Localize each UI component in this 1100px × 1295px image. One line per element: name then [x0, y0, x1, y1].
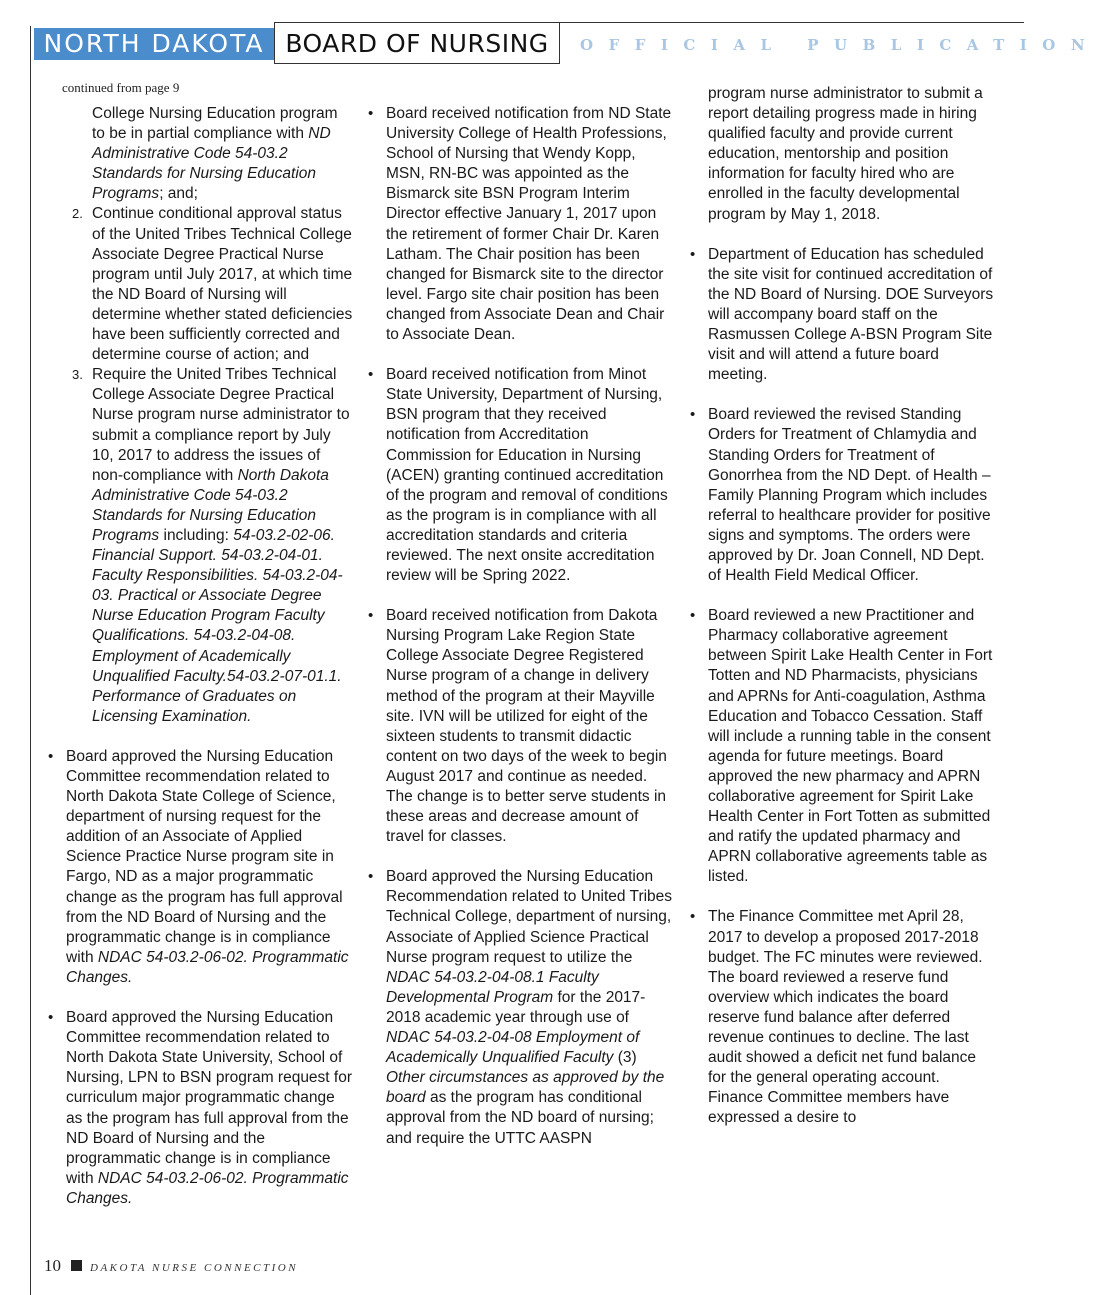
italic-text-run: 54-03.2-02-06. Financial Support. 54-03.2-04-01. Faculty Responsibilities. 54-03.2-04-03. Practical or Associate Degree Nurse Education Program Faculty Qualifications. 54-03.2-04-08. Employment of Academically Unqualified Faculty.54-03.2-07-01.1. Performance of Graduates on Licensing Examination.: [92, 526, 343, 725]
bullet-item: [368, 365, 676, 586]
masthead: [30, 22, 1100, 64]
col1-intro: [48, 104, 354, 204]
text-run: (3): [613, 1049, 637, 1067]
bullet-icon: •: [368, 366, 374, 384]
text-run: including:: [159, 526, 234, 544]
text-run: College Nursing Education program to be in partial compliance with: [92, 105, 338, 143]
italic-text-run: NDAC 54-03.2-06-02. Programmatic Changes.: [66, 1169, 349, 1207]
bullet-icon: •: [368, 868, 374, 886]
bullet-item: [368, 606, 676, 847]
text-run: Board received notification from Dakota Nursing Program Lake Region State College Associate Degree Registered Nurse program of a change in delivery method of the program at their Mayville site. IVN will be utilized for eight of the sixteen students to transmit didactic content on two days of the week to begin August 2017 and continue as needed. The change is to better serve students in these areas and decrease amount of travel for classes.: [386, 607, 667, 846]
column-3: [690, 84, 996, 1129]
left-margin-rule: [30, 26, 31, 1295]
bullet-icon: •: [690, 607, 696, 625]
column-1: [48, 104, 354, 1209]
bullet-icon: •: [690, 908, 696, 926]
bullet-item: [368, 867, 676, 1148]
bullet-text: [386, 868, 672, 1146]
list-item-text: [92, 366, 350, 725]
list-item-3: [48, 365, 354, 727]
list-item-2: [48, 204, 354, 365]
bullet-text: [386, 607, 667, 845]
text-run: Require the United Tribes Technical College Associate Degree Practical Nurse program nurse administrator to submit a compliance report by July 10, 2017 to address the issues of non-compliance with: [92, 366, 350, 484]
list-item-text: [92, 205, 352, 363]
masthead-state: NORTH DAKOTA: [34, 28, 274, 60]
italic-text-run: NDAC 54-03.2-04-08 Employment of Academically Unqualified Faculty: [386, 1029, 640, 1067]
bullet-icon: •: [48, 1009, 54, 1027]
column-2: [368, 104, 676, 1149]
masthead-rule: [560, 22, 1024, 23]
bullet-icon: •: [368, 105, 374, 122]
text-run: The Finance Committee met April 28, 2017 to develop a proposed 2017-2018 budget. The FC minutes were reviewed. The board reviewed a reserve fund overview which indicates the board reserve fund balance after deferred revenue continues to decline. The last audit showed a deficit net fund balance for the general operating account. Finance Committee members have expressed a desire to: [708, 908, 983, 1127]
bullet-icon: •: [690, 245, 696, 263]
bullet-text: [708, 406, 991, 584]
bullet-text: [708, 908, 983, 1126]
list-number: 3.: [72, 367, 83, 383]
text-run: for the 2017-2018 academic year through use of: [386, 988, 646, 1026]
bullet-icon: •: [368, 607, 374, 625]
bullet-text: [66, 1009, 352, 1207]
page-footer: [44, 1256, 298, 1276]
bullet-item: [690, 907, 996, 1128]
text-run: Board reviewed the revised Standing Orders for Treatment of Chlamydia and Standing Orders for Treatment of Gonorrhea from the ND Dept. of Health – Family Planning Program which includes referral to healthcare provider for positive signs and symptoms. The orders were approved by Dr. Joan Connell, ND Dept. of Health Field Medical Officer.: [708, 406, 991, 585]
italic-text-run: NDAC 54-03.2-04-08.1 Faculty Developmental Program: [386, 968, 599, 1006]
bullet-icon: •: [48, 747, 54, 765]
bullet-item: [690, 245, 996, 386]
bullet-item: [48, 747, 354, 988]
bullet-icon: •: [690, 406, 696, 424]
bullet-item: [690, 606, 996, 887]
text-run: Board reviewed a new Practitioner and Pharmacy collaborative agreement between Spirit Lake Health Center in Fort Totten and ND Pharmacists, physicians and APRNs for Anti-coagulation, Asthma Education and Tobacco Cessation. Staff will include a running table in the consent agenda for future meetings. Board approved the new pharmacy and APRN collaborative agreement for Spirit Lake Health Center in Fort Totten as submitted and ratify the updated pharmacy and APRN collaborative agreements table as listed.: [708, 607, 993, 886]
magazine-title: DAKOTA NURSE CONNECTION: [90, 1262, 299, 1274]
text-run: Board received notification from ND State University College of Health Professions, School of Nursing that Wendy Kopp, MSN, RN-BC was appointed as the Bismarck site BSN Program Interim Director effective January 1, 2017 upon the retirement of former Chair Dr. Karen Latham. The Chair position has been changed for Bismarck site to the director level. Fargo site chair position has been changed from Associate Dean and Chair to Associate Dean.: [386, 105, 672, 344]
bullet-item: [690, 405, 996, 586]
square-bullet-icon: [71, 1260, 82, 1271]
italic-text-run: North Dakota Administrative Code 54-03.2 Standards for Nursing Education Programs: [92, 466, 329, 544]
bullet-text: [708, 607, 992, 885]
masthead-official-publication: OFFICIAL PUBLICATION: [580, 36, 1100, 54]
bullet-text: [386, 366, 668, 584]
list-number: 2.: [72, 206, 83, 222]
masthead-board: BOARD OF NURSING: [274, 22, 560, 64]
bullet-item: [368, 104, 676, 345]
text-run: as the program has conditional approval from the ND board of nursing; and require the UTTC AASPN: [386, 1089, 654, 1147]
continued-note: continued from page 9: [62, 80, 180, 95]
bullet-text: [386, 105, 671, 343]
col3-intro: program nurse administrator to submit a report detailing progress made in hiring qualified faculty and provide current education, mentorship and position information for faculty hired who are enrolled in the faculty developmental program by May 1, 2018.: [708, 85, 983, 223]
text-run: Continue conditional approval status of the United Tribes Technical College Associate Degree Practical Nurse program until July 2017, at which time the ND Board of Nursing will determine whether stated deficiencies have been sufficiently corrected and determine course of action; and: [92, 205, 353, 364]
page-number: 10: [44, 1256, 61, 1275]
text-run: Board received notification from Minot State University, Department of Nursing, BSN program that they received notification from Accreditation Commission for Education in Nursing (ACEN) granting continued accreditation of the program and removal of conditions as the program is in compliance with all accreditation standards and criteria reviewed. The next onsite accreditation review will be Spring 2022.: [386, 366, 668, 585]
text-run: ; and;: [159, 185, 198, 203]
text-run: Board approved the Nursing Education Recommendation related to United Tribes Technical College, department of nursing, Associate of Applied Science Practical Nurse program request to utilize the: [386, 868, 673, 966]
italic-text-run: ND Administrative Code 54-03.2 Standards for Nursing Education Programs: [92, 125, 331, 203]
bullet-text: [66, 748, 349, 986]
text-run: Department of Education has scheduled the site visit for continued accreditation of the ND Board of Nursing. DOE Surveyors will accompany board staff on the Rasmussen College A-BSN Program Site visit and will attend a future board meeting.: [708, 245, 994, 384]
bullet-text: [708, 246, 993, 384]
italic-text-run: Other circumstances as approved by the board: [386, 1069, 665, 1107]
bullet-item: [48, 1008, 354, 1209]
italic-text-run: NDAC 54-03.2-06-02. Programmatic Changes.: [66, 948, 349, 986]
text-run: Board approved the Nursing Education Committee recommendation related to North Dakota State College of Science, department of nursing request for the addition of an Associate of Applied Science Practice Nurse program site in Fargo, ND as a major programmatic change as the program has full approval from the ND Board of Nursing and the programmatic change is in compliance with: [66, 747, 343, 966]
text-run: Board approved the Nursing Education Committee recommendation related to North Dakota State University, School of Nursing, LPN to BSN program request for curriculum major programmatic change as the program has full approval from the ND Board of Nursing and the programmatic change is in compliance with: [66, 1009, 353, 1187]
